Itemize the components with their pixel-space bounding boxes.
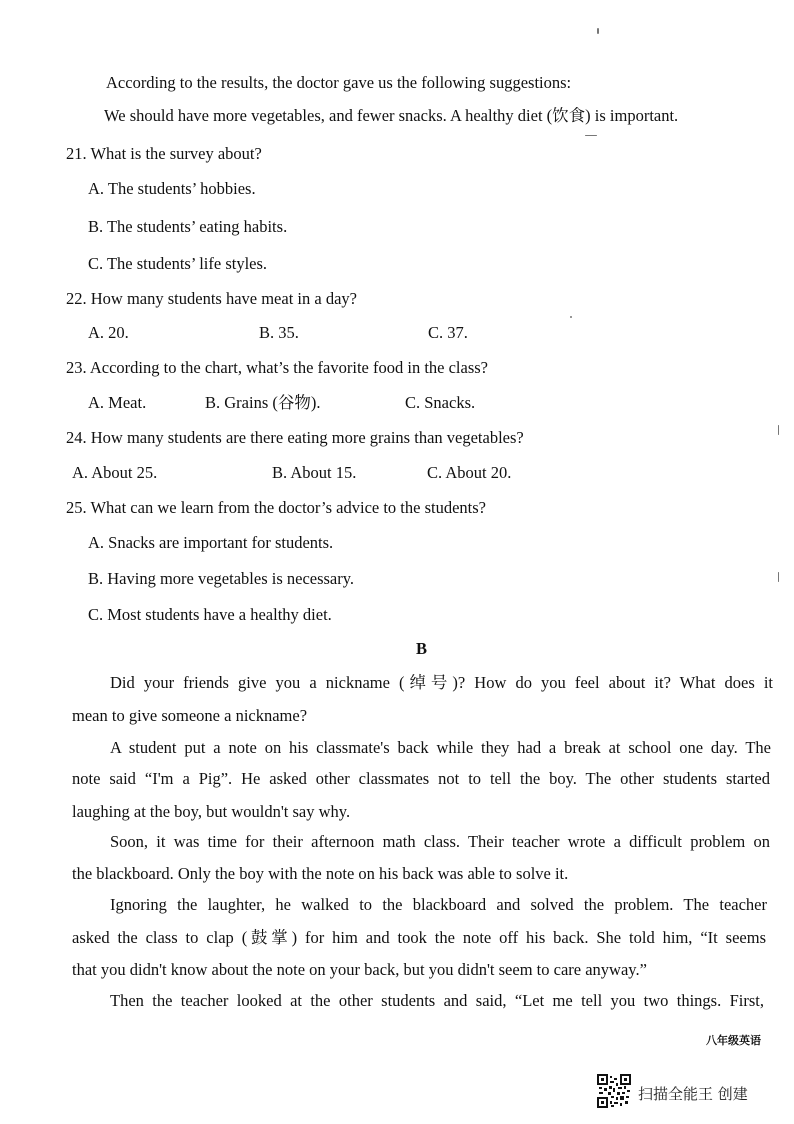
question-option: C. Most students have a healthy diet. [88, 605, 332, 624]
passage-line: note said “I'm a Pig”. He asked other classmates not to tell the boy. The other students started [72, 769, 770, 788]
scan-speck [585, 135, 597, 136]
scan-speck [778, 425, 779, 435]
passage-line: Soon, it was time for their afternoon math class. Their teacher wrote a difficult problem on [110, 832, 770, 851]
question-option: C. About 20. [427, 463, 512, 482]
passage-line: that you didn't know about the note on your back, but you didn't seem to care anyway.” [72, 960, 647, 979]
question-stem: 23. According to the chart, what’s the favorite food in the class? [66, 358, 488, 377]
passage-line: We should have more vegetables, and fewer snacks. A healthy diet (饮食) is important. [104, 106, 679, 125]
passage-line: laughing at the boy, but wouldn't say why. [72, 802, 351, 821]
passage-line: mean to give someone a nickname? [72, 706, 308, 725]
question-option: A. Snacks are important for students. [88, 533, 334, 552]
grade-subject-tag: 八年级英语 [706, 1034, 761, 1047]
passage-line: Ignoring the laughter, he walked to the blackboard and solved the problem. The teacher [110, 895, 767, 914]
question-stem: 21. What is the survey about? [66, 144, 262, 163]
passage-line: A student put a note on his classmate's back while they had a break at school one day. The [110, 738, 771, 757]
qr-code-icon [597, 1074, 631, 1108]
question-option: B. About 15. [272, 463, 357, 482]
question-stem: 22. How many students have meat in a day? [66, 289, 357, 308]
question-option: A. Meat. [88, 393, 147, 412]
question-option: A. The students’ hobbies. [88, 179, 256, 198]
question-option: B. Having more vegetables is necessary. [88, 569, 355, 588]
scan-speck [597, 28, 599, 34]
question-stem: 24. How many students are there eating more grains than vegetables? [66, 428, 524, 447]
question-option: C. The students’ life styles. [88, 254, 268, 273]
passage-line: Did your friends give you a nickname (绰号)? How do you feel about it? What does it [110, 673, 773, 692]
question-option: C. Snacks. [405, 393, 476, 412]
question-stem: 25. What can we learn from the doctor’s advice to the students? [66, 498, 487, 517]
question-option: A. 20. [88, 323, 129, 342]
question-option: B. 35. [259, 323, 299, 342]
passage-line: the blackboard. Only the boy with the note on his back was able to solve it. [72, 864, 569, 883]
passage-line: Then the teacher looked at the other students and said, “Let me tell you two things. First, [110, 991, 764, 1010]
scanner-watermark: 扫描全能王 创建 [638, 1085, 748, 1103]
question-option: B. Grains (谷物). [205, 393, 321, 412]
question-option: B. The students’ eating habits. [88, 217, 288, 236]
question-option: A. About 25. [72, 463, 158, 482]
section-heading: B [416, 639, 428, 658]
passage-line: asked the class to clap (鼓掌) for him and took the note off his back. She told him, “It seems [72, 928, 766, 947]
scan-speck [570, 316, 572, 318]
question-option: C. 37. [428, 323, 468, 342]
passage-line: According to the results, the doctor gave us the following suggestions: [106, 73, 572, 92]
scan-speck [778, 572, 779, 582]
